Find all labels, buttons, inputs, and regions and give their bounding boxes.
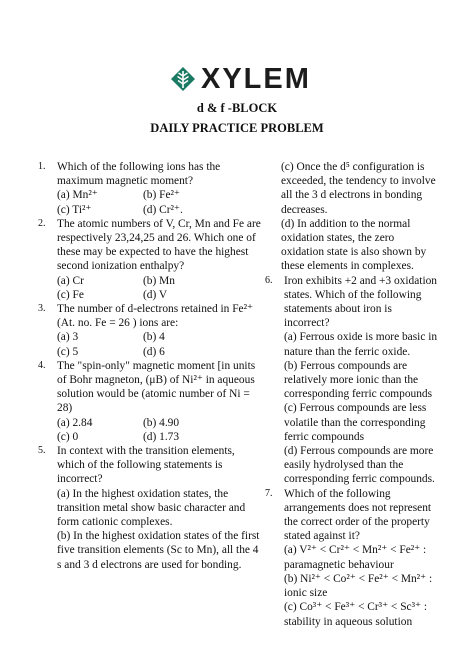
statement: (a) Ferrous oxide is more basic in nature than the ferric oxide. xyxy=(284,331,438,358)
statement: (d) In addition to the normal oxidation states, the zero oxidation state is also shown by these elements in complexes. xyxy=(281,217,427,273)
question-7 xyxy=(265,487,440,629)
leaf-logo-icon xyxy=(170,66,196,92)
question-number: 4. xyxy=(38,359,46,371)
option: (c) 0 xyxy=(57,430,79,443)
question-4 xyxy=(38,359,263,444)
option: (a) 2.84 xyxy=(57,416,93,429)
option: (d) 1.73 xyxy=(143,430,180,443)
question-2 xyxy=(38,217,263,302)
right-column xyxy=(265,160,440,629)
statement: (b) In the highest oxidation states of the first five transition elements (Sc to Mn), all the 4 s and 3 d electrons are used for bonding. xyxy=(57,530,260,571)
option: (d) 6 xyxy=(143,345,165,358)
page-title: DAILY PRACTICE PROBLEM xyxy=(150,121,324,135)
option: (b) 4.90 xyxy=(143,416,180,429)
question-text: The number of d-electrons retained in Fe²⁺ (At. no. Fe = 26 ) ions are: xyxy=(57,303,254,330)
option: (b) 4 xyxy=(143,331,165,344)
question-5 xyxy=(38,444,263,572)
question-text: The atomic numbers of V, Cr, Mn and Fe are respectively 23,24,25 and 26. Which one of these may be expected to have the highest second ionization enthalpy? xyxy=(57,217,261,273)
question-number: 5. xyxy=(38,445,46,457)
question-number: 3. xyxy=(38,303,46,315)
option: (d) Cr²⁺. xyxy=(143,203,183,216)
question-text: The "spin-only" magnetic moment [in units of Bohr magneton, (μB) of Ni²⁺ in aqueous solution would be (atomic number of Ni = 28) xyxy=(57,359,256,415)
option: (c) Ti²⁺ xyxy=(57,203,92,216)
question-text: Which of the following ions has the maximum magnetic moment? xyxy=(57,161,221,188)
subject-heading: d & f -BLOCK xyxy=(196,101,278,115)
logo-text: XYLEM xyxy=(201,63,311,95)
option: (a) Mn²⁺ xyxy=(57,189,98,202)
option: (b) Fe²⁺ xyxy=(143,189,180,202)
statement: (b) Ferrous compounds are relatively more ionic than the corresponding ferric compounds xyxy=(284,359,433,401)
option: (c) Fe xyxy=(57,288,84,301)
statement: (a) In the highest oxidation states, the transition metal show basic character and form cationic complexes. xyxy=(57,487,246,529)
question-number: 1. xyxy=(38,161,46,172)
question-1 xyxy=(38,160,263,217)
question-text: In context with the transition elements, which of the following statements is incorrect? xyxy=(57,445,235,486)
question-text: Iron exhibits +2 and +3 oxidation states. Which of the following statements about iron is incorrect? xyxy=(284,274,437,330)
option: (a) 3 xyxy=(57,331,79,344)
statement: (b) Ni²⁺ < Co²⁺ < Fe²⁺ < Mn²⁺ : ionic size xyxy=(284,572,433,600)
statement: (d) Ferrous compounds are more easily hydrolysed than the corresponding ferric compounds. xyxy=(284,445,435,486)
left-column xyxy=(38,160,263,572)
question-6 xyxy=(265,274,440,487)
option: (c) 5 xyxy=(57,345,79,358)
question-number: 2. xyxy=(38,217,46,229)
option: (b) Mn xyxy=(143,274,175,287)
question-3 xyxy=(38,302,263,359)
question-number: 6. xyxy=(265,274,273,286)
statement: (c) Once the d⁵ configuration is exceeded, the tendency to involve all the 3 d electrons in bonding decreases. xyxy=(281,161,436,216)
statement: (a) V²⁺ < Cr²⁺ < Mn²⁺ < Fe²⁺ : paramagnetic behaviour xyxy=(284,544,427,571)
question-text: Which of the following arrangements does not represent the correct order of the property stated against it? xyxy=(284,487,432,543)
option: (d) V xyxy=(143,288,168,301)
statement: (c) Co³⁺ < Fe³⁺ < Cr³⁺ < Sc³⁺ : stability in aqueous solution xyxy=(284,601,428,628)
question-number: 7. xyxy=(265,487,273,499)
option: (a) Cr xyxy=(57,274,84,287)
statement: (c) Ferrous compounds are less volatile than the corresponding ferric compounds xyxy=(284,402,427,443)
xylem-logo xyxy=(170,64,311,94)
question-5-continued xyxy=(265,160,440,274)
